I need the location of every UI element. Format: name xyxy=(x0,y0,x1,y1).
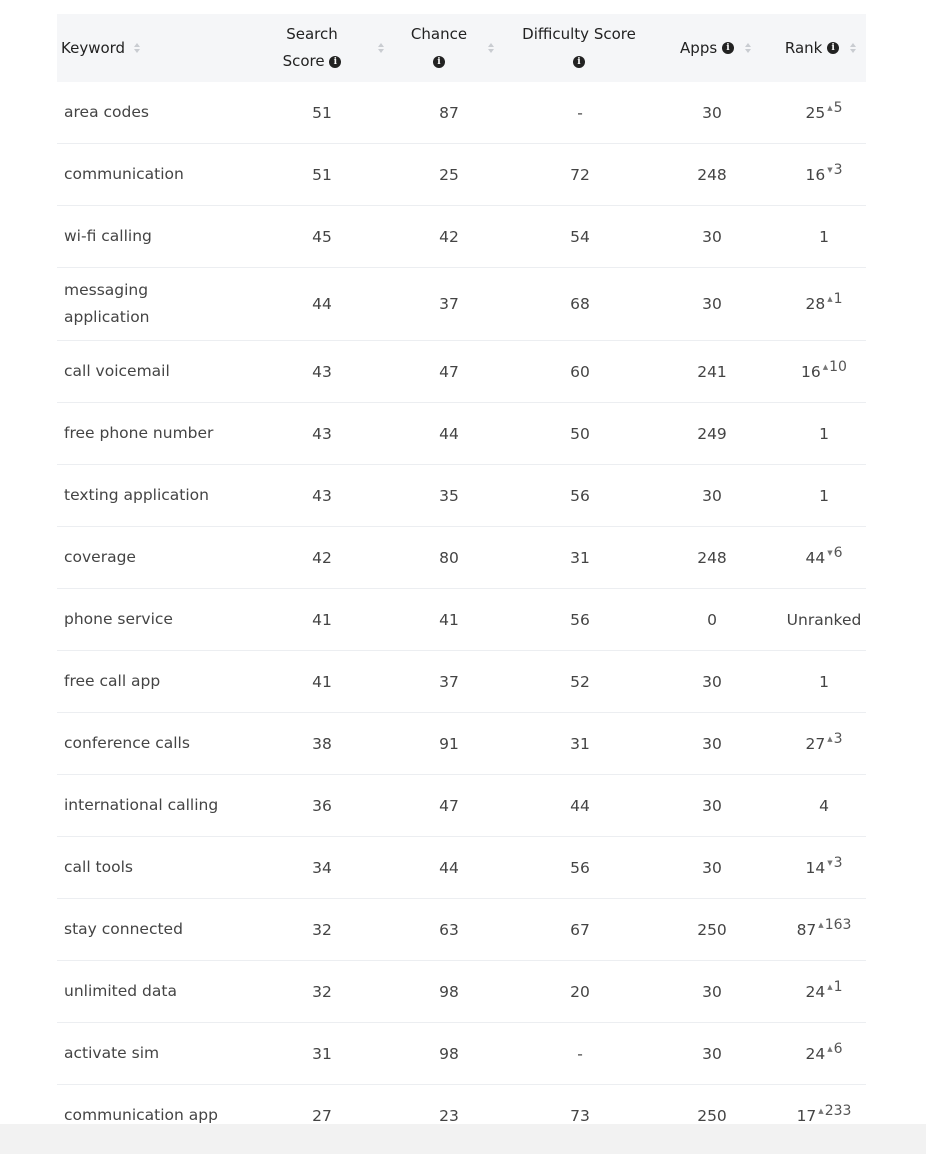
sort-icon[interactable] xyxy=(487,41,495,55)
arrow-up-icon: ▲ xyxy=(818,1106,824,1115)
cell-keyword[interactable]: messaging application xyxy=(64,281,150,326)
rank-change-value: 6 xyxy=(833,1040,843,1057)
cell-keyword[interactable]: international calling xyxy=(64,796,219,814)
column-label-rank: Rank xyxy=(784,38,823,57)
cell-rank xyxy=(769,527,879,588)
cell-apps: 30 xyxy=(702,734,722,753)
cell-difficulty: - xyxy=(577,1044,583,1063)
cell-chance: 25 xyxy=(439,165,459,184)
rank-change xyxy=(827,1041,842,1057)
table-row[interactable] xyxy=(57,144,866,206)
cell-rank xyxy=(769,1023,879,1084)
rank-value: 17 xyxy=(796,1106,817,1125)
rank-value: 24 xyxy=(805,1044,826,1063)
column-label-difficulty: Difficulty Score xyxy=(522,25,636,43)
cell-search-score: 31 xyxy=(312,1044,332,1063)
arrow-down-icon: ▼ xyxy=(827,548,833,557)
cell-difficulty: 20 xyxy=(570,982,590,1001)
cell-search-score: 42 xyxy=(312,548,332,567)
cell-rank xyxy=(769,775,879,836)
table-row[interactable] xyxy=(57,82,866,144)
rank-change xyxy=(818,917,851,933)
cell-difficulty: 67 xyxy=(570,920,590,939)
arrow-up-icon: ▲ xyxy=(818,920,824,929)
table-row[interactable] xyxy=(57,403,866,465)
keyword-table xyxy=(57,14,866,1147)
cell-apps: 30 xyxy=(702,103,722,122)
cell-apps: 250 xyxy=(697,1106,727,1125)
cell-keyword[interactable]: conference calls xyxy=(64,734,190,752)
cell-apps: 248 xyxy=(697,165,727,184)
cell-keyword[interactable]: coverage xyxy=(64,548,136,566)
rank-change-value: 233 xyxy=(824,1102,852,1119)
table-row[interactable] xyxy=(57,206,866,268)
rank-value: 27 xyxy=(805,734,826,753)
cell-chance: 44 xyxy=(439,858,459,877)
cell-apps: 30 xyxy=(702,796,722,815)
column-header-difficulty[interactable] xyxy=(509,14,649,82)
table-row[interactable] xyxy=(57,268,866,341)
rank-change-value: 3 xyxy=(833,730,843,747)
rank-change-value: 1 xyxy=(833,978,843,995)
rank-value: 16 xyxy=(805,165,826,184)
cell-search-score: 41 xyxy=(312,610,332,629)
rank-value: 87 xyxy=(796,920,817,939)
rank-change xyxy=(827,291,842,307)
cell-difficulty: 72 xyxy=(570,165,590,184)
cell-rank xyxy=(769,206,879,267)
cell-rank xyxy=(769,899,879,960)
rank-value: 4 xyxy=(819,796,829,815)
column-label-keyword: Keyword xyxy=(61,38,126,57)
cell-search-score: 41 xyxy=(312,672,332,691)
rank-change-value: 5 xyxy=(833,99,843,116)
cell-search-score: 51 xyxy=(312,103,332,122)
rank-value: 28 xyxy=(805,295,826,313)
table-row[interactable] xyxy=(57,651,866,713)
cell-keyword[interactable]: activate sim xyxy=(64,1044,160,1062)
table-row[interactable] xyxy=(57,837,866,899)
arrow-down-icon: ▼ xyxy=(827,858,833,867)
cell-chance: 98 xyxy=(439,982,459,1001)
rank-change xyxy=(827,100,842,116)
cell-rank xyxy=(769,341,879,402)
cell-search-score: 43 xyxy=(312,486,332,505)
cell-chance: 63 xyxy=(439,920,459,939)
cell-rank xyxy=(769,144,879,205)
table-row[interactable] xyxy=(57,713,866,775)
rank-change-value: 163 xyxy=(824,916,852,933)
arrow-up-icon: ▲ xyxy=(822,362,829,371)
arrow-up-icon: ▲ xyxy=(827,295,833,303)
column-label-apps: Apps xyxy=(680,38,718,57)
cell-search-score: 43 xyxy=(312,362,332,381)
cell-chance: 37 xyxy=(439,672,459,691)
info-icon[interactable]: i xyxy=(573,56,585,68)
cell-difficulty: 56 xyxy=(570,486,590,505)
sort-icon[interactable] xyxy=(744,41,752,55)
cell-apps: 249 xyxy=(697,424,727,443)
table-row[interactable] xyxy=(57,341,866,403)
cell-keyword[interactable]: call tools xyxy=(64,858,133,876)
arrow-up-icon: ▲ xyxy=(827,103,833,112)
cell-chance: 91 xyxy=(439,734,459,753)
column-label-score: Score xyxy=(282,52,325,70)
rank-value: 14 xyxy=(805,858,826,877)
cell-apps: 30 xyxy=(702,486,722,505)
rank-change-value: 3 xyxy=(833,161,843,178)
cell-keyword[interactable]: communication xyxy=(64,165,184,183)
rank-change xyxy=(823,359,847,375)
arrow-up-icon: ▲ xyxy=(827,1044,833,1053)
cell-search-score: 34 xyxy=(312,858,332,877)
cell-rank xyxy=(769,82,879,143)
column-header-rank[interactable] xyxy=(772,14,852,82)
rank-value: Unranked xyxy=(786,610,862,629)
rank-change xyxy=(827,731,842,747)
cell-chance: 87 xyxy=(439,103,459,122)
rank-value: 1 xyxy=(819,227,829,246)
cell-keyword[interactable]: free call app xyxy=(64,672,161,690)
cell-rank xyxy=(769,268,879,340)
cell-difficulty: 52 xyxy=(570,672,590,691)
rank-value: 1 xyxy=(819,424,829,443)
arrow-down-icon: ▼ xyxy=(827,165,833,174)
column-header-chance[interactable] xyxy=(399,14,479,82)
cell-keyword[interactable]: unlimited data xyxy=(64,982,177,1000)
arrow-up-icon: ▲ xyxy=(827,982,833,991)
cell-keyword[interactable]: texting application xyxy=(64,486,209,504)
cell-search-score: 32 xyxy=(312,920,332,939)
table-row[interactable] xyxy=(57,589,866,651)
rank-value: 24 xyxy=(805,982,826,1001)
cell-search-score: 27 xyxy=(312,1106,332,1125)
cell-difficulty: 31 xyxy=(570,734,590,753)
cell-apps: 30 xyxy=(702,672,722,691)
cell-apps: 241 xyxy=(697,362,727,381)
rank-value: 25 xyxy=(805,103,826,122)
column-label-chance: Chance xyxy=(410,25,468,43)
cell-difficulty: 31 xyxy=(570,548,590,567)
rank-value: 44 xyxy=(805,548,826,567)
cell-difficulty: - xyxy=(577,103,583,122)
cell-rank xyxy=(769,837,879,898)
cell-keyword[interactable]: communication app xyxy=(64,1106,218,1124)
rank-change xyxy=(827,545,842,561)
info-icon[interactable]: i xyxy=(329,56,341,68)
cell-chance: 35 xyxy=(439,486,459,505)
cell-chance: 37 xyxy=(439,295,459,313)
cell-difficulty: 56 xyxy=(570,610,590,629)
rank-change xyxy=(827,855,842,871)
table-row[interactable] xyxy=(57,1023,866,1085)
cell-chance: 44 xyxy=(439,424,459,443)
info-icon[interactable]: i xyxy=(827,42,839,54)
cell-apps: 250 xyxy=(697,920,727,939)
cell-difficulty: 54 xyxy=(570,227,590,246)
cell-difficulty: 56 xyxy=(570,858,590,877)
table-row[interactable] xyxy=(57,527,866,589)
cell-keyword[interactable]: phone service xyxy=(64,610,173,628)
cell-apps: 30 xyxy=(702,1044,722,1063)
rank-change xyxy=(818,1103,851,1119)
cell-difficulty: 73 xyxy=(570,1106,590,1125)
rank-value: 1 xyxy=(819,486,829,505)
column-header-search-score[interactable] xyxy=(272,14,352,82)
cell-rank xyxy=(769,465,879,526)
cell-search-score: 44 xyxy=(312,295,332,313)
table-body xyxy=(57,82,866,1147)
info-icon[interactable]: i xyxy=(722,42,734,54)
cell-keyword[interactable]: wi-fi calling xyxy=(64,227,152,245)
rank-change-value: 1 xyxy=(833,291,843,307)
cell-chance: 80 xyxy=(439,548,459,567)
info-icon[interactable]: i xyxy=(433,56,445,68)
cell-apps: 30 xyxy=(702,982,722,1001)
cell-apps: 30 xyxy=(702,227,722,246)
cell-chance: 47 xyxy=(439,796,459,815)
cell-chance: 42 xyxy=(439,227,459,246)
rank-change-value: 10 xyxy=(829,358,847,375)
cell-search-score: 43 xyxy=(312,424,332,443)
table-row[interactable] xyxy=(57,775,866,837)
rank-change xyxy=(827,979,842,995)
sort-icon[interactable] xyxy=(133,41,141,55)
cell-apps: 0 xyxy=(707,610,717,629)
cell-search-score: 36 xyxy=(312,796,332,815)
table-row[interactable] xyxy=(57,899,866,961)
table-header xyxy=(57,14,866,82)
rank-change-value: 6 xyxy=(833,544,843,561)
cell-rank xyxy=(769,651,879,712)
cell-chance: 47 xyxy=(439,362,459,381)
cell-chance: 98 xyxy=(439,1044,459,1063)
arrow-up-icon: ▲ xyxy=(827,734,833,743)
rank-change-value: 3 xyxy=(833,854,843,871)
table-row[interactable] xyxy=(57,465,866,527)
cell-search-score: 38 xyxy=(312,734,332,753)
cell-keyword[interactable]: call voicemail xyxy=(64,362,170,380)
cell-apps: 248 xyxy=(697,548,727,567)
cell-chance: 23 xyxy=(439,1106,459,1125)
sort-icon[interactable] xyxy=(377,41,385,55)
column-label-search: Search xyxy=(286,25,338,43)
cell-search-score: 51 xyxy=(312,165,332,184)
cell-apps: 30 xyxy=(702,858,722,877)
cell-keyword[interactable]: stay connected xyxy=(64,920,183,938)
column-header-keyword[interactable] xyxy=(61,14,221,82)
cell-rank xyxy=(769,589,879,650)
column-header-apps[interactable] xyxy=(662,14,752,82)
sort-icon[interactable] xyxy=(849,41,857,55)
cell-chance: 41 xyxy=(439,610,459,629)
cell-rank xyxy=(769,961,879,1022)
cell-rank xyxy=(769,403,879,464)
rank-value: 1 xyxy=(819,672,829,691)
cell-difficulty: 50 xyxy=(570,424,590,443)
cell-search-score: 32 xyxy=(312,982,332,1001)
rank-value: 16 xyxy=(801,362,821,381)
cell-keyword[interactable]: area codes xyxy=(64,103,149,121)
cell-rank xyxy=(769,713,879,774)
cell-apps: 30 xyxy=(702,295,722,313)
cell-difficulty: 44 xyxy=(570,796,590,815)
cell-difficulty: 60 xyxy=(570,362,590,381)
cell-search-score: 45 xyxy=(312,227,332,246)
cell-difficulty: 68 xyxy=(570,295,590,313)
cell-keyword[interactable]: free phone number xyxy=(64,424,214,442)
bottom-bar xyxy=(0,1124,926,1154)
table-row[interactable] xyxy=(57,961,866,1023)
rank-change xyxy=(827,162,842,178)
